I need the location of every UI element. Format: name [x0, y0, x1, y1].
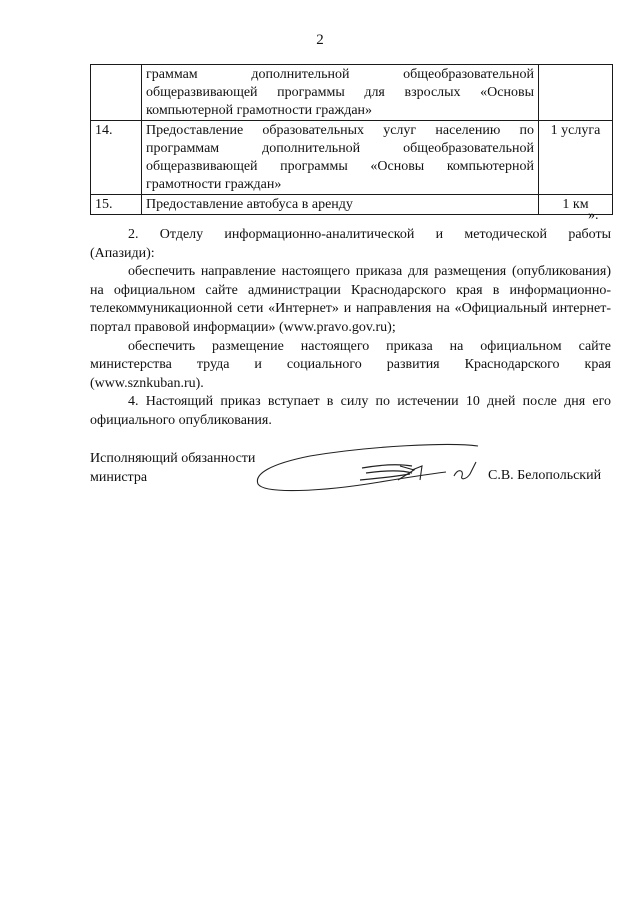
row-number [91, 65, 142, 121]
closing-quote: ». [588, 208, 599, 223]
row-unit: 1 услуга [539, 121, 613, 195]
table-row [91, 65, 613, 121]
row-number: 15. [91, 195, 142, 215]
signer-title [90, 449, 255, 487]
table-row [91, 121, 613, 195]
page-number: 2 [316, 32, 324, 48]
signer-name: С.В. Белопольский [488, 468, 602, 483]
item-4-paragraph: 4. Настоящий приказ вступает в силу по истечении 10 дней после дня его официального опубликования. [90, 394, 611, 428]
handwritten-signature-icon [250, 440, 490, 500]
item-2-paragraph-b-cont: (www.sznkuban.ru). [90, 375, 204, 391]
signer-title-line: министра [90, 470, 148, 485]
item-2-heading-cont: (Апазиди): [90, 245, 155, 261]
row-unit [539, 65, 613, 121]
row-unit: 1 км [539, 195, 613, 215]
signer-title-line: Исполняющий обязанности [90, 451, 256, 466]
item-2-heading: 2. Отделу информационно-аналитической и методической работы [128, 227, 611, 242]
row-description: граммам дополнительной общеобразовательной общеразвивающей программы для взрослых «Основы компьютерной грамотности граждан» [142, 65, 539, 121]
item-2-paragraph-b: обеспечить размещение настоящего приказа на официальном сайте министерства труда и социального развития Краснодарского края [90, 338, 611, 373]
item-2-paragraph-a: обеспечить направление настоящего приказа для размещения (опубликования) на официальном сайте администрации Краснодарского края в информационно-телекоммуникационной сети «Интернет» и направления на «Официальный интернет-портал правовой информации» (www.pravo.gov.ru); [90, 264, 611, 335]
order-body [90, 226, 611, 431]
table-row [91, 195, 613, 215]
row-description: Предоставление автобуса в аренду [142, 195, 539, 215]
services-table [90, 64, 613, 215]
row-number: 14. [91, 121, 142, 195]
row-description: Предоставление образовательных услуг населению по программам дополнительной общеобразовательной общеразвивающей программы «Основы компьютерной грамотности граждан» [142, 121, 539, 195]
